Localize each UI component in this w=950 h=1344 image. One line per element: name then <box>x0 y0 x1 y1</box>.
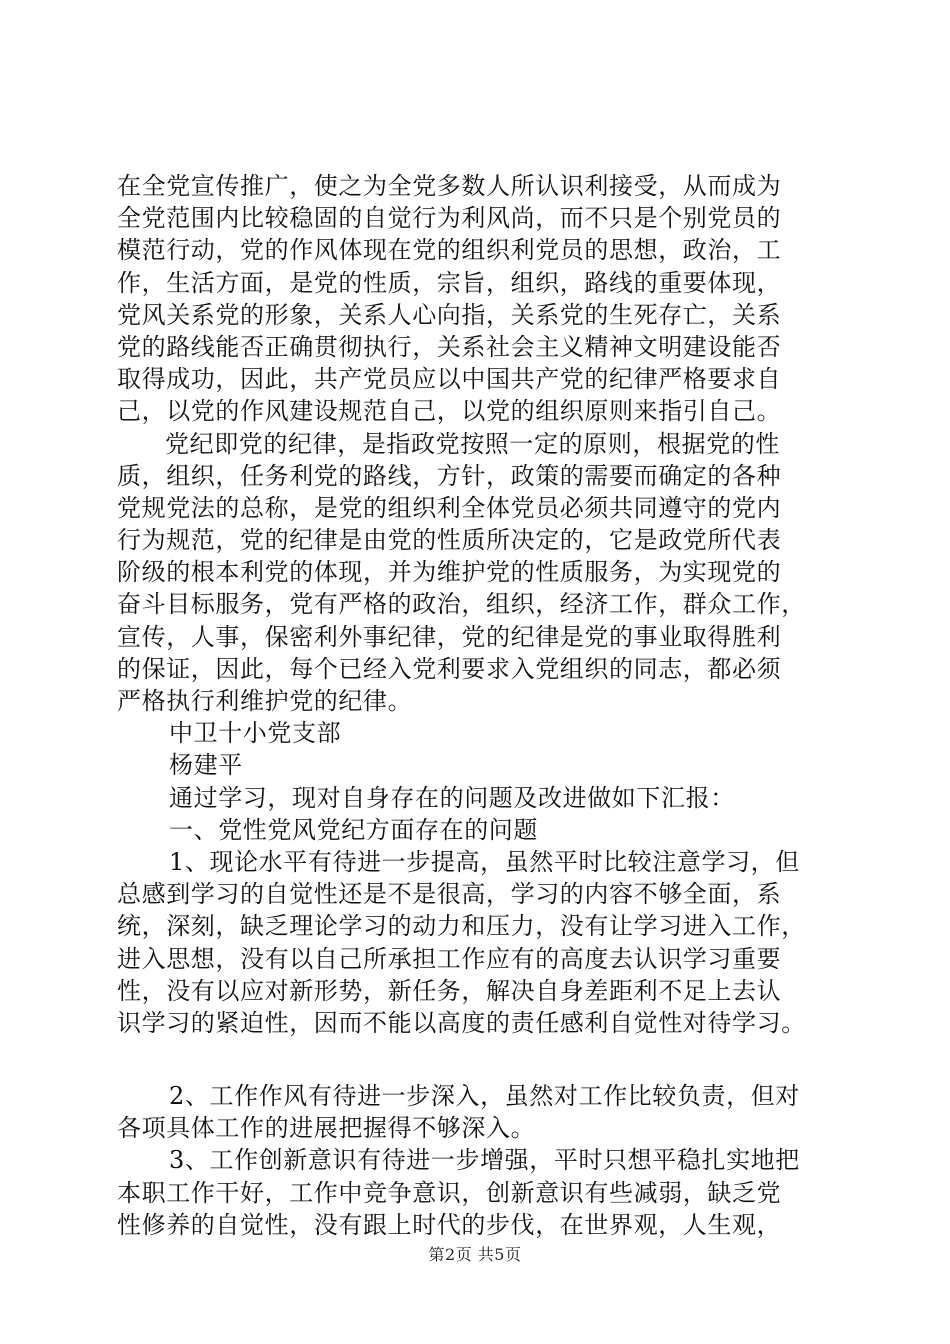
text-line: 取得成功，因此，共产党员应以中国共产党的纪律严格要求自 <box>117 365 782 394</box>
text-line: 党纪即党的纪律，是指政党按照一定的原则，根据党的性 <box>165 429 780 458</box>
text-line: 性修养的自觉性，没有跟上时代的步伐，在世界观，人生观， <box>117 1210 782 1239</box>
text-line: 严格执行利维护党的纪律。 <box>117 687 413 715</box>
text-line: 3、工作创新意识有待进一步增强，平时只想平稳扎实地把 <box>169 1146 800 1175</box>
section-heading: 一、党性党风党纪方面存在的问题 <box>169 815 538 844</box>
text-line: 各项具体工作的进展把握得不够深入。 <box>117 1114 536 1143</box>
text-line: 奋斗目标服务，党有严格的政治，组织，经济工作，群众工作， <box>117 590 806 619</box>
text-line: 本职工作干好，工作中竞争意识，创新意识有些减弱，缺乏党 <box>117 1178 782 1207</box>
text-line: 2、工作作风有待进一步深入，虽然对工作比较负责，但对 <box>169 1082 800 1111</box>
document-body <box>117 170 857 1241</box>
text-line: 阶级的根本利党的体现，并为维护党的性质服务，为实现党的 <box>117 558 782 587</box>
text-line: 作，生活方面，是党的性质，宗旨，组织，路线的重要体现， <box>117 268 782 297</box>
text-line: 通过学习，现对自身存在的问题及改进做如下汇报： <box>169 783 735 812</box>
text-line: 识学习的紧迫性，因而不能以高度的责任感利自觉性对待学习。 <box>117 1008 806 1037</box>
text-line: 全党范围内比较稳固的自觉行为利风尚，而不只是个别党员的 <box>117 204 782 233</box>
text-line: 模范行动，党的作风体现在党的组织利党员的思想，政治，工 <box>117 236 782 265</box>
text-line: 的保证，因此，每个已经入党利要求入党组织的同志，都必须 <box>117 654 782 683</box>
text-line: 宣传，人事，保密利外事纪律，党的纪律是党的事业取得胜利 <box>117 622 782 651</box>
text-line: 性，没有以应对新形势，新任务，解决自身差距利不足上去认 <box>117 976 782 1005</box>
text-line: 统，深刻，缺乏理论学习的动力和压力，没有让学习进入工作， <box>117 912 806 941</box>
text-line: 党风关系党的形象，关系人心向指，关系党的生死存亡，关系 <box>117 300 782 329</box>
text-line: 党规党法的总称，是党的组织利全体党员必须共同遵守的党内 <box>117 493 782 522</box>
text-line: 在全党宣传推广，使之为全党多数人所认识利接受，从而成为 <box>117 172 782 200</box>
blank-line <box>117 1039 857 1080</box>
text-line: 1、现论水平有待进一步提高，虽然平时比较注意学习，但 <box>169 847 800 876</box>
text-line: 进入思想，没有以自己所承担工作应有的高度去认识学习重要 <box>117 944 782 973</box>
text-line: 质，组织，任务利党的路线，方针，政策的需要而确定的各种 <box>117 461 782 490</box>
page-number: 第2页 共5页 <box>428 1245 522 1264</box>
text-line: 行为规范，党的纪律是由党的性质所决定的，它是政党所代表 <box>117 526 782 555</box>
text-line: 己，以党的作风建设规范自己，以党的组织原则来指引自己。 <box>117 397 782 426</box>
author-name: 杨建平 <box>169 751 243 780</box>
text-line: 党的路线能否正确贯彻执行，关系社会主义精神文明建设能否 <box>117 332 782 361</box>
text-line: 总感到学习的自觉性还是不是很高，学习的内容不够全面，系 <box>117 880 782 909</box>
branch-name: 中卫十小党支部 <box>169 719 342 748</box>
